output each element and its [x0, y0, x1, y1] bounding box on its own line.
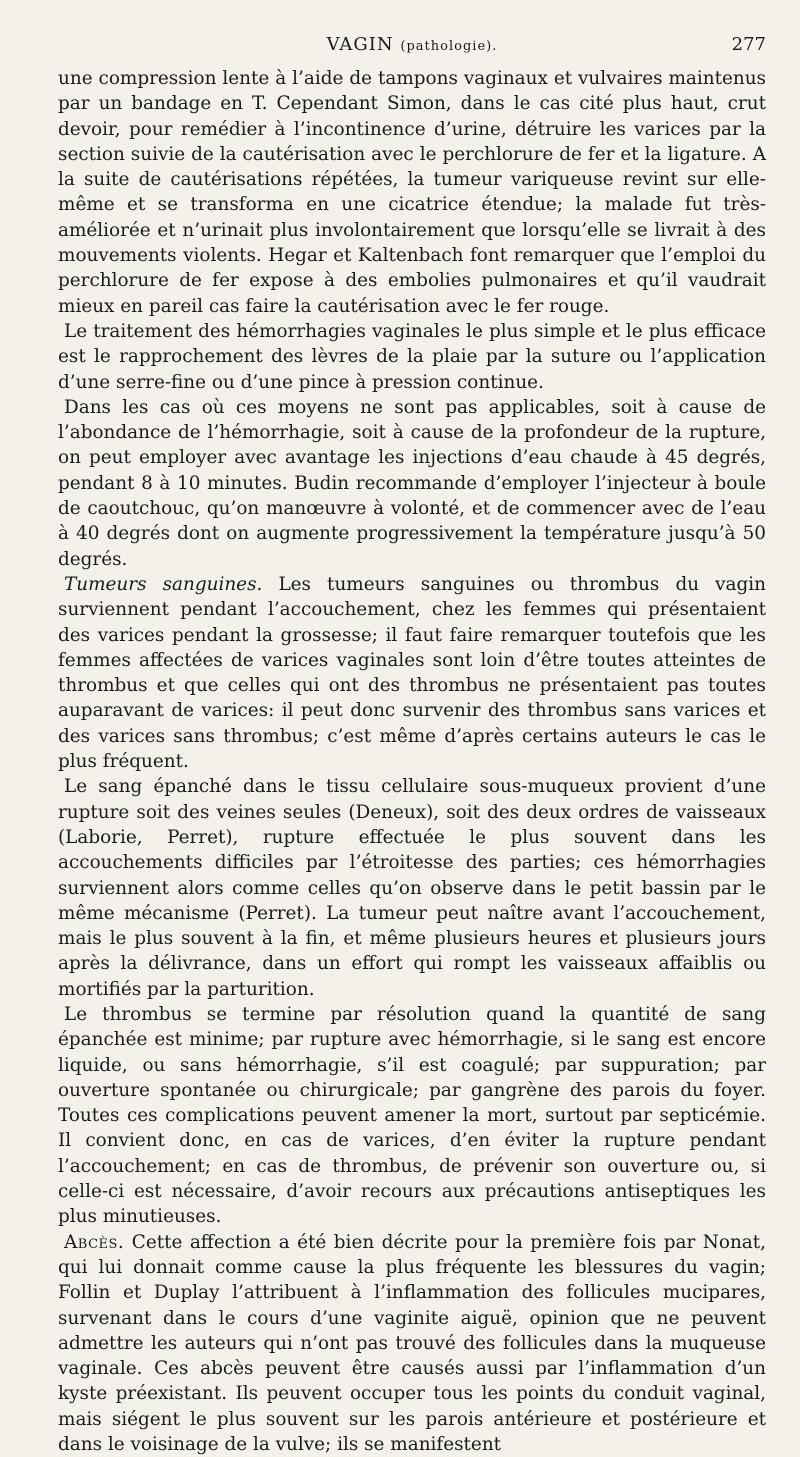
paragraph-text: une compression lente à l’aide de tampons vaginaux et vulvaires maintenus par un bandage en T. Cependant Simon, dans le cas cité plus haut, crut devoir, pour remédier à l’incontinence d’urine, détruire les varices par la section suivie de la cautérisation avec le perchlorure de fer et la ligature. A la suite de cautérisations répétées, la tumeur variqueuse revint sur elle-même et se transforma en une cicatrice étendue; la malade fut très-améliorée et n’urinait plus involontairement que lorsqu’elle se livrait à des mouvements violents. Hegar et Kaltenbach font remarquer que l’emploi du perchlorure de fer expose à des embolies pulmonaires et qu’il vaudrait mieux en pareil cas faire la cautérisation avec le fer rouge. [58, 68, 766, 317]
running-title-main: VAGIN [326, 34, 394, 55]
section-heading-tumeurs-sanguines: Tumeurs sanguines. [64, 573, 263, 595]
paragraph-5 [58, 774, 766, 1002]
paragraph-6 [58, 1002, 766, 1230]
paragraph-text: Les tumeurs sanguines ou thrombus du vagin surviennent pendant l’accouchement, chez les femmes qui présentaient des varices pendant la grossesse; il faut faire remarquer toutefois que les femmes affectées de varices vaginales sont loin d’être toutes atteintes de thrombus et que celles qui ont des thrombus ne présentaient pas toutes auparavant de varices: il peut donc survenir des thrombus sans varices et des varices sans thrombus; c’est même d’après certains auteurs le cas le plus fréquent. [58, 573, 767, 773]
document-page [58, 30, 767, 1456]
page-number: 277 [731, 34, 766, 55]
running-title [58, 34, 766, 55]
paragraph-text: Cette affection a été bien décrite pour la première fois par Nonat, qui lui donnait comme cause la plus fréquente les blessures du vagin; Follin et Duplay l’attribuent à l’inflammation des follicules mucipares, survenant dans le cours d’une vaginite aiguë, opinion que ne peuvent admettre les auteurs qui n’ont pas trouvé des follicules dans la muqueuse vaginale. Ces abcès peuvent être causés aussi par l’inflammation d’un kyste préexistant. Ils peuvent occuper tous les points du conduit vaginal, mais siégent le plus souvent sur les parois antérieure et postérieure et dans le voisinage de la vulve; ils se manifestent [58, 1231, 766, 1456]
paragraph-4 [58, 572, 766, 774]
paragraph-text: Le sang épanché dans le tissu cellulaire sous-muqueux provient d’une rupture soit des veines seules (Deneux), soit des deux ordres de vaisseaux (Laborie, Perret), rupture effectuée le plus souvent dans les accouchements difficiles par l’étroitesse des parties; ces hémorrhagies surviennent alors comme celles qu’on observe dans le petit bassin par le même mécanisme (Perret). La tumeur peut naître avant l’accouchement, mais le plus souvent à la fin, et même plusieurs heures et plusieurs jours après la délivrance, dans un effort qui rompt les vaisseaux affaiblis ou mortifiés par la parturition. [58, 776, 766, 1000]
paragraph-text: Le traitement des hémorrhagies vaginales le plus simple et le plus efficace est le rapprochement des lèvres de la plaie par la suture ou l’application d’une serre-fine ou d’une pince à pression continue. [58, 320, 766, 393]
paragraph-text: Le thrombus se termine par résolution quand la quantité de sang épanchée est minime; par rupture avec hémorrhagie, si le sang est encore liquide, ou sans hémorrhagie, s’il est coagulé; par suppuration; par ouverture spontanée ou chirurgicale; par gangrène des parois du foyer. Toutes ces complications peuvent amener la mort, surtout par septicémie. Il convient donc, en cas de varices, d’en éviter la rupture pendant l’accouchement; en cas de thrombus, de prévenir son ouverture ou, si celle-ci est nécessaire, d’avoir recours aux précautions antiseptiques les plus minutieuses. [58, 1003, 766, 1228]
paragraph-text: Dans les cas où ces moyens ne sont pas applicables, soit à cause de l’abondance de l’hémorrhagie, soit à cause de la profondeur de la rupture, on peut employer avec avantage les injections d’eau chaude à 45 degrés, pendant 8 à 10 minutes. Budin recommande d’employer l’injecteur à boule de caoutchouc, qu’on manœuvre à volonté, et de commencer avec de l’eau à 40 degrés dont on augmente progressivement la température jusqu’à 50 degrés. [58, 396, 766, 570]
page-header [58, 30, 766, 66]
paragraph-3 [58, 395, 766, 572]
running-title-sub: (pathologie). [400, 39, 498, 54]
paragraph-2 [58, 319, 766, 395]
body-text [58, 66, 766, 1457]
paragraph-1 [58, 66, 766, 319]
section-heading-abces: Abcès. [64, 1231, 125, 1253]
paragraph-7 [58, 1230, 766, 1457]
